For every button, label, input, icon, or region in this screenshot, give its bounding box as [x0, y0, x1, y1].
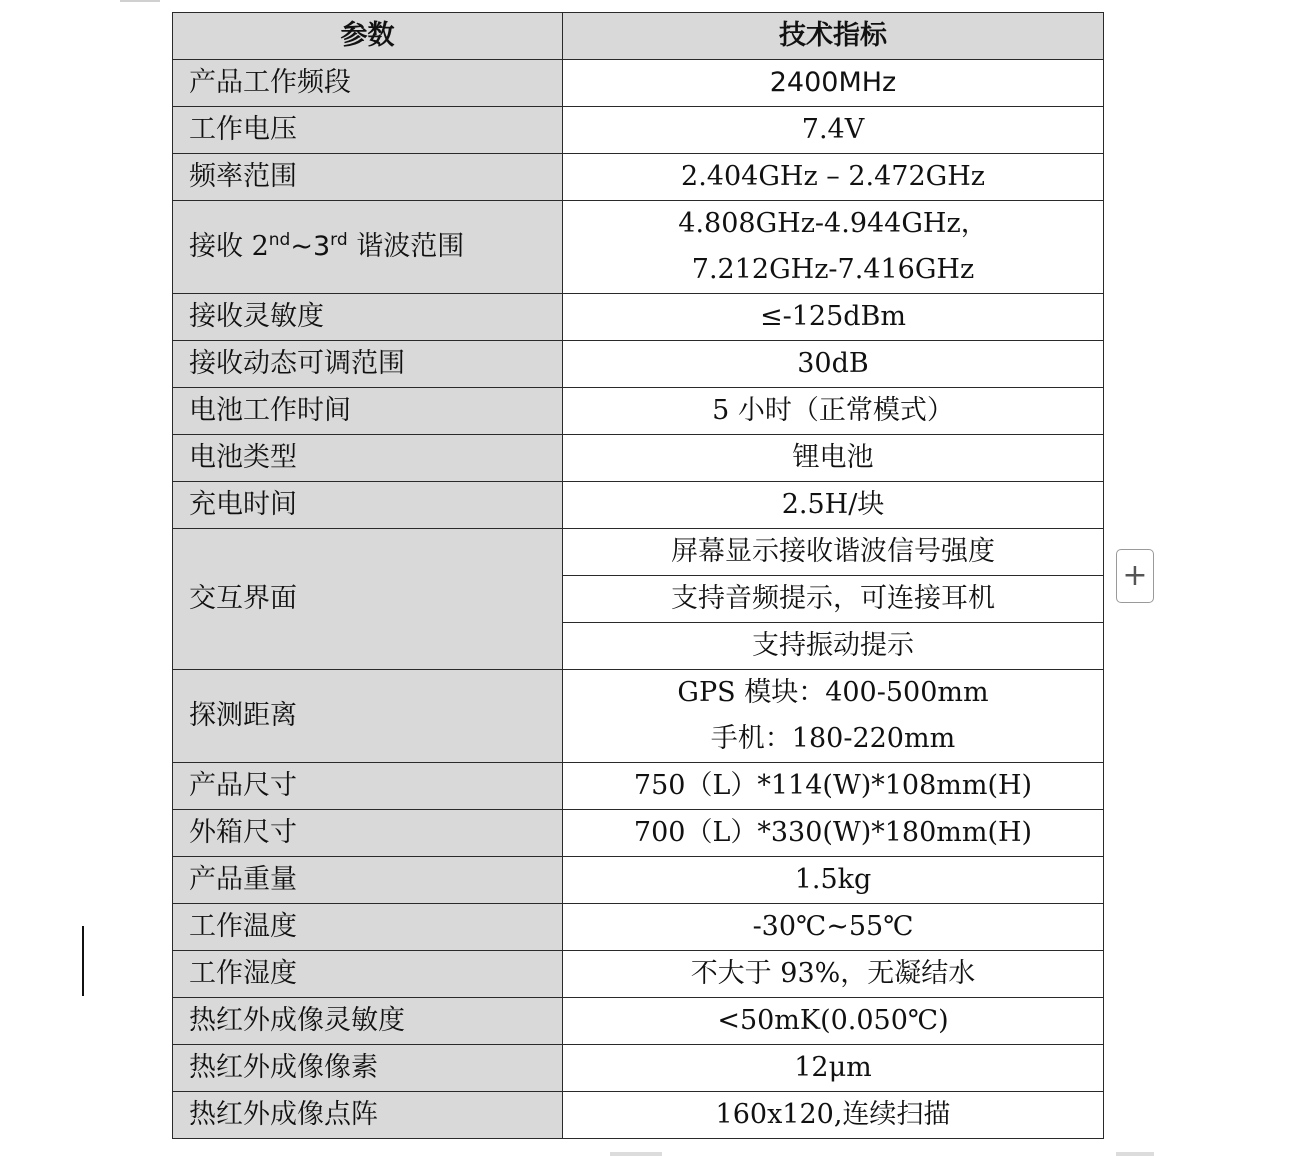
table-row: [173, 388, 1104, 435]
param-cell: 产品重量: [173, 857, 563, 904]
param-cell: 充电时间: [173, 482, 563, 529]
param-cell: 工作湿度: [173, 951, 563, 998]
table-row: [173, 763, 1104, 810]
header-spec: 技术指标: [563, 13, 1104, 60]
bottom-edge-mark: [610, 1152, 662, 1156]
value-cell: 5 小时（正常模式）: [563, 388, 1104, 435]
param-cell: 交互界面: [173, 529, 563, 670]
bottom-edge-mark: [1116, 1152, 1154, 1156]
param-cell: 接收灵敏度: [173, 294, 563, 341]
table-row: [173, 107, 1104, 154]
value-cell: 700（L）*330(W)*180mm(H): [563, 810, 1104, 857]
value-cell: [563, 201, 1104, 294]
table-row: [173, 201, 1104, 294]
table-row: [173, 857, 1104, 904]
table-row: [173, 341, 1104, 388]
value-cell: 12μm: [563, 1045, 1104, 1092]
param-cell: 电池类型: [173, 435, 563, 482]
value-cell: 不大于 93%，无凝结水: [563, 951, 1104, 998]
param-cell: 产品工作频段: [173, 60, 563, 107]
param-cell: 外箱尺寸: [173, 810, 563, 857]
table-row: [173, 904, 1104, 951]
value-cell: 7.4V: [563, 107, 1104, 154]
table-row: [173, 482, 1104, 529]
value-line: 7.212GHz-7.416GHz: [691, 254, 975, 285]
value-cell: <50mK(0.050℃): [563, 998, 1104, 1045]
param-cell: 电池工作时间: [173, 388, 563, 435]
value-cell: 750（L）*114(W)*108mm(H): [563, 763, 1104, 810]
add-row-button[interactable]: [1116, 549, 1154, 603]
table-row: [173, 670, 1104, 763]
value-cell: 锂电池: [563, 435, 1104, 482]
param-cell: [173, 201, 563, 294]
table-row: [173, 435, 1104, 482]
table-row: [173, 951, 1104, 998]
param-suffix: 谐波范围: [347, 231, 465, 263]
param-cell: 探测距离: [173, 670, 563, 763]
value-cell: 支持音频提示，可连接耳机: [563, 576, 1104, 623]
table-row: [173, 294, 1104, 341]
value-cell: 2400MHz: [563, 60, 1104, 107]
plus-icon: +: [1122, 558, 1148, 593]
param-cell: 接收动态可调范围: [173, 341, 563, 388]
value-cell: ≤-125dBm: [563, 294, 1104, 341]
table-row: [173, 154, 1104, 201]
table-row: [173, 529, 1104, 576]
value-line: GPS 模块：400-500mm: [677, 677, 989, 708]
param-mid: ~3: [290, 231, 331, 263]
param-cell: 产品尺寸: [173, 763, 563, 810]
value-cell: 屏幕显示接收谐波信号强度: [563, 529, 1104, 576]
header-param: 参数: [173, 13, 563, 60]
table-row: [173, 60, 1104, 107]
value-cell: 支持振动提示: [563, 623, 1104, 670]
table-row: [173, 998, 1104, 1045]
text-cursor: [82, 926, 84, 996]
param-cell: 热红外成像灵敏度: [173, 998, 563, 1045]
param-sup-rd: rd: [330, 230, 348, 251]
table-row: [173, 1092, 1104, 1139]
value-cell: 2.5H/块: [563, 482, 1104, 529]
table-row: [173, 810, 1104, 857]
value-line: 4.808GHz-4.944GHz，: [678, 208, 988, 239]
value-cell: 1.5kg: [563, 857, 1104, 904]
value-cell: 30dB: [563, 341, 1104, 388]
param-sup-nd: nd: [268, 230, 291, 251]
value-cell: [563, 670, 1104, 763]
value-cell: 160x120,连续扫描: [563, 1092, 1104, 1139]
param-cell: 工作电压: [173, 107, 563, 154]
value-line: 手机：180-220mm: [710, 723, 956, 754]
param-cell: 热红外成像像素: [173, 1045, 563, 1092]
param-cell: 热红外成像点阵: [173, 1092, 563, 1139]
spec-table: [172, 12, 1104, 1139]
table-row: [173, 1045, 1104, 1092]
param-cell: 工作温度: [173, 904, 563, 951]
param-prefix: 接收 2: [189, 231, 269, 263]
value-cell: -30℃~55℃: [563, 904, 1104, 951]
param-cell: 频率范围: [173, 154, 563, 201]
top-edge-mark: [120, 0, 160, 2]
value-cell: 2.404GHz – 2.472GHz: [563, 154, 1104, 201]
table-header-row: [173, 13, 1104, 60]
